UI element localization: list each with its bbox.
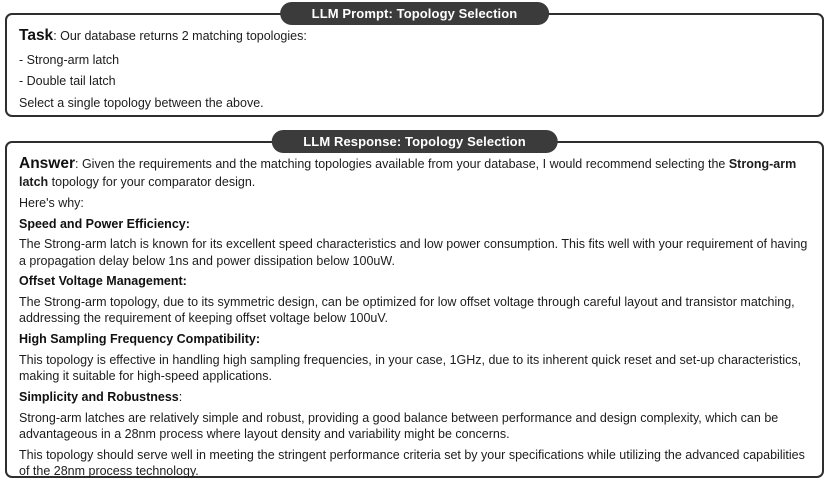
response-closing: This topology should serve well in meeting the stringent performance criteria set by your specifications while utilizing the advanced capabilities of the 28nm process technology. <box>19 447 805 478</box>
prompt-card-body <box>7 15 822 125</box>
topology-option-1: - Strong-arm latch <box>19 52 120 67</box>
section-body-simplicity: Strong-arm latches are relatively simple and robust, providing a good balance between performance and design complexity, which can be advantageous in a 28nm process where layout density and variability might be concerns. <box>19 410 779 441</box>
prompt-badge: LLM Prompt: Topology Selection <box>280 2 550 25</box>
answer-topology-bold: Strong-arm latch <box>19 157 797 190</box>
response-card <box>5 134 824 478</box>
task-paragraph <box>19 26 810 46</box>
section-heading-offset: Offset Voltage Management: <box>19 274 187 289</box>
section-heading-sampling: High Sampling Frequency Compatibility: <box>19 332 260 347</box>
prompt-card <box>5 6 824 117</box>
prompt-closing: Select a single topology between the above. <box>19 96 264 111</box>
response-card-body <box>7 143 822 487</box>
answer-text-before: : Given the requirements and the matching topologies available from your database, I would recommend selecting the <box>75 157 729 171</box>
heres-why-line: Here's why: <box>19 195 84 210</box>
task-label: Task <box>19 27 54 44</box>
task-text: : Our database returns 2 matching topologies: <box>53 29 307 43</box>
section-heading-simplicity: Simplicity and Robustness: <box>19 389 183 404</box>
topology-option-2: - Double tail latch <box>19 74 116 89</box>
answer-label: Answer <box>19 155 75 172</box>
section-body-offset: The Strong-arm topology, due to its symmetric design, can be optimized for low offset voltage through careful layout and transistor matching, addressing the requirement of keeping offset voltage below 100uV. <box>19 295 795 326</box>
response-badge: LLM Response: Topology Selection <box>271 130 558 153</box>
section-heading-speed: Speed and Power Efficiency: <box>19 216 190 231</box>
answer-paragraph <box>19 154 810 190</box>
answer-text-after: topology for your comparator design. <box>48 175 256 190</box>
section-body-speed: The Strong-arm latch is known for its excellent speed characteristics and low power consumption. This fits well with your requirement of having a propagation delay below 1ns and power dissipation below 100uW. <box>19 237 808 268</box>
section-body-sampling: This topology is effective in handling high sampling frequencies, in your case, 1GHz, due to its inherent quick reset and set-up characteristics, making it suitable for high-speed applications. <box>19 352 802 384</box>
